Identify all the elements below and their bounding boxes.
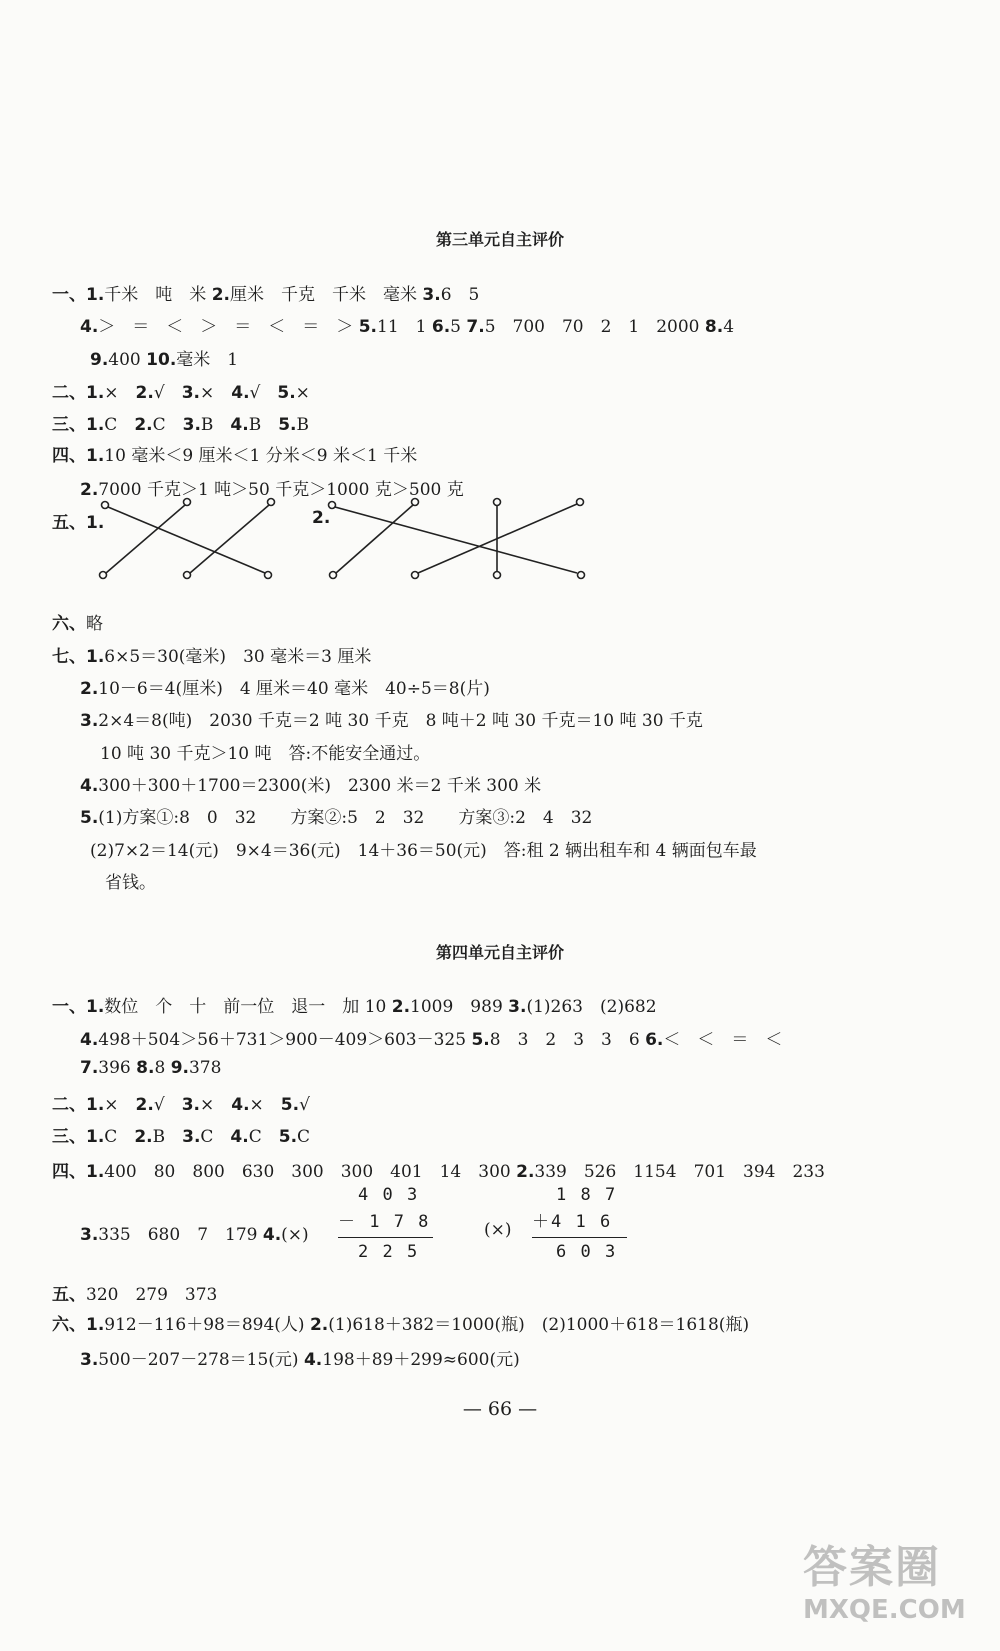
question-number: 2. [134, 415, 153, 435]
answer-text: √ [299, 1095, 310, 1115]
answer-text: 6×5＝30(毫米) 30 毫米＝3 厘米 [104, 647, 372, 667]
answer-text: × [104, 1095, 136, 1115]
answer-text: 4 [723, 317, 735, 337]
unit3-title: 第三单元自主评价 [435, 230, 564, 249]
match-line [336, 505, 413, 573]
answer-text: 6 5 [440, 285, 480, 305]
answer-text: √ [249, 383, 278, 403]
question-number: 4. [231, 383, 250, 403]
answer-text: ＞ ＝ ＜ ＞ ＝ ＜ ＝ ＞ [98, 317, 359, 337]
match-line [335, 507, 577, 573]
answer-line [52, 992, 657, 1017]
answer-text: ＜ ＜ ＝ ＜ [663, 1030, 783, 1050]
answer-text: B [296, 415, 310, 435]
question-number: 一、1. [52, 997, 105, 1017]
answer-line [52, 280, 479, 305]
question-number: 2. [135, 1095, 154, 1115]
match-dot [184, 499, 191, 506]
answer-line [80, 803, 592, 828]
match-dot [265, 572, 272, 579]
question-number: 六、 [52, 614, 86, 634]
question-number: 5. [278, 415, 297, 435]
match-line [106, 505, 185, 573]
answer-line [80, 1345, 520, 1370]
page-number: — 66 — [462, 1398, 538, 1420]
matching-diagram-1 [95, 490, 295, 590]
answer-text: 912－116＋98＝894(人) [104, 1315, 310, 1335]
answer-line [52, 1280, 217, 1305]
question-number: 二、1. [52, 1095, 105, 1115]
question-number: 5. [358, 317, 377, 337]
question-number: 8. [704, 317, 724, 337]
answer-line [52, 609, 103, 634]
answer-line [90, 345, 238, 370]
question-number: 9. [90, 350, 109, 370]
question-number: 4. [231, 1095, 250, 1115]
answer-line [90, 836, 757, 861]
unit4-title: 第四单元自主评价 [435, 943, 564, 962]
answer-text: 500－207－278＝15(元) [98, 1350, 304, 1370]
answer-text: 320 279 373 [86, 1285, 218, 1305]
question-number: 5. [278, 1127, 298, 1147]
answer-text: 5 [450, 317, 467, 337]
answer-text: √ [153, 1095, 182, 1115]
answer-text: × [104, 383, 136, 403]
question-number: 2. [312, 508, 331, 528]
answer-text: 10 毫米＜9 厘米＜1 分米＜9 米＜1 千米 [104, 446, 418, 466]
answer-line [80, 706, 703, 731]
question-number: 2. [391, 997, 411, 1017]
question-number: 3. [80, 1350, 99, 1370]
match-dot [268, 499, 275, 506]
question-number: 4. [303, 1350, 323, 1370]
question-number: 2. [135, 383, 154, 403]
match-dot [577, 499, 584, 506]
question-number: 4. [80, 317, 99, 337]
question-number: 五、1. [52, 513, 105, 533]
matching-diagram-2 [325, 490, 595, 590]
answer-text: B [248, 415, 279, 435]
answer-text: 10－6＝4(厘米) 4 厘米＝40 毫米 40÷5＝8(片) [98, 679, 490, 699]
match-dot [412, 572, 419, 579]
answer-line [52, 1122, 310, 1147]
question-number: 2. [80, 480, 99, 500]
answer-line [80, 1220, 309, 1245]
question-number: 2. [211, 285, 230, 305]
question-number: 七、1. [52, 647, 105, 667]
question-number: 2. [309, 1315, 329, 1335]
question-number: 7. [466, 317, 485, 337]
answer-text: (×) [281, 1225, 309, 1245]
question-number: 4. [80, 776, 99, 796]
answer-line [484, 1220, 512, 1240]
answer-text: 毫米 1 [176, 350, 239, 370]
answer-text: × [199, 1095, 232, 1115]
answer-text: (2)7×2＝14(元) 9×4＝36(元) 14＋36＝50(元) 答:租 2 辆出租车和 4 辆面包车最 [90, 841, 757, 861]
answer-text: 8 [154, 1058, 171, 1078]
answer-text: (1)方案①:8 0 32 方案②:5 2 32 方案③:2 4 32 [98, 808, 593, 828]
answer-text: 2×4＝8(吨) 2030 千克＝2 吨 30 千克 8 吨＋2 吨 30 千克＝10 吨 30 千克 [98, 711, 703, 731]
answer-text: 数位 个 十 前一位 退一 加 10 [104, 997, 392, 1017]
answer-text: (1)263 (2)682 [526, 997, 657, 1017]
answer-line [52, 1090, 310, 1115]
match-dot [494, 499, 501, 506]
answer-text: 7000 千克＞1 吨＞50 千克＞1000 克＞500 克 [98, 480, 464, 500]
answer-line [105, 868, 156, 893]
question-number: 四、1. [52, 446, 105, 466]
answer-text: × [295, 383, 310, 403]
question-number: 7. [80, 1058, 99, 1078]
question-number: 3. [508, 997, 527, 1017]
match-dot [102, 502, 109, 509]
question-number: 3. [422, 285, 441, 305]
calc-bottom: 2 2 5 [358, 1242, 420, 1262]
question-number: 3. [181, 1095, 200, 1115]
answer-text: 1009 989 [410, 997, 509, 1017]
answer-line [80, 1025, 782, 1050]
answer-text: 396 [98, 1058, 137, 1078]
answer-line [52, 1157, 825, 1182]
calc-mid: － 1 7 8 [338, 1212, 431, 1232]
question-number: 二、1. [52, 383, 105, 403]
answer-text: B [152, 1127, 183, 1147]
answer-line [52, 441, 417, 466]
question-number: 4. [80, 1030, 99, 1050]
answer-text: 厘米 千克 千米 毫米 [230, 285, 423, 305]
answer-text: 339 526 1154 701 394 233 [534, 1162, 825, 1182]
answer-line [52, 410, 309, 435]
question-number: 5. [471, 1030, 490, 1050]
question-number: 3. [181, 383, 200, 403]
match-dot [412, 499, 419, 506]
answer-line [80, 674, 490, 699]
answer-text: C [152, 415, 183, 435]
question-number: 3. [80, 711, 99, 731]
answer-text: 300＋300＋1700＝2300(米) 2300 米＝2 千米 300 米 [98, 776, 542, 796]
answer-text: C [104, 1127, 135, 1147]
match-dot [184, 572, 191, 579]
question-number: 2. [134, 1127, 153, 1147]
question-number: 3. [182, 1127, 201, 1147]
match-dot [494, 572, 501, 579]
answer-text: 198＋89＋299≈600(元) [322, 1350, 520, 1370]
question-number: 8. [136, 1058, 155, 1078]
question-number: 一、1. [52, 285, 105, 305]
answer-line [80, 312, 734, 337]
answer-line [100, 739, 430, 764]
question-number: 四、1. [52, 1162, 105, 1182]
answer-line [52, 1310, 749, 1335]
match-dot [329, 502, 336, 509]
question-number: 4. [262, 1225, 282, 1245]
answer-text: 5 700 70 2 1 2000 [484, 317, 705, 337]
answer-text: 千米 吨 米 [104, 285, 212, 305]
question-number: 三、1. [52, 415, 105, 435]
answer-text: 省钱。 [105, 873, 156, 893]
answer-text: C [200, 1127, 231, 1147]
question-number: 5. [80, 808, 99, 828]
calc-top: 1 8 7 [556, 1185, 618, 1205]
match-dot [100, 572, 107, 579]
vertical-addition [532, 1182, 627, 1266]
question-number: 六、1. [52, 1315, 105, 1335]
answer-text: 400 80 800 630 300 300 401 14 300 [104, 1162, 517, 1182]
match-dot [330, 572, 337, 579]
question-number: 2. [516, 1162, 535, 1182]
answer-text: 400 [108, 350, 147, 370]
answer-text: 498＋504＞56＋731＞900－409＞603－325 [98, 1030, 472, 1050]
answer-text: (×) [484, 1220, 512, 1240]
question-number: 4. [230, 415, 249, 435]
question-number: 4. [230, 1127, 249, 1147]
answer-line [80, 771, 541, 796]
watermark-logo: 答案圈 MXQE.COM [803, 1542, 966, 1625]
question-number: 5. [280, 1095, 300, 1115]
answer-text: 8 3 2 3 3 6 [489, 1030, 646, 1050]
answer-text: 11 1 [377, 317, 432, 337]
answer-line [52, 642, 371, 667]
answer-text: 10 吨 30 千克＞10 吨 答:不能安全通过。 [100, 744, 431, 764]
answer-text: √ [153, 383, 182, 403]
match-dot [578, 572, 585, 579]
answer-text: C [248, 1127, 279, 1147]
question-number: 10. [146, 350, 177, 370]
question-number: 9. [170, 1058, 189, 1078]
question-number: 3. [80, 1225, 99, 1245]
answer-text: B [200, 415, 231, 435]
answer-text: 378 [188, 1058, 222, 1078]
question-number: 6. [431, 317, 451, 337]
calc-mid: ＋4 1 6 [532, 1212, 613, 1232]
answer-text: × [199, 383, 232, 403]
answer-line [52, 378, 310, 403]
question-number: 2. [80, 679, 99, 699]
question-number: 五、 [52, 1285, 86, 1305]
answer-text: C [297, 1127, 311, 1147]
match-line [190, 505, 269, 573]
question-number: 5. [277, 383, 296, 403]
question-number: 6. [645, 1030, 664, 1050]
answer-text: 335 680 7 179 [98, 1225, 263, 1245]
question-number: 3. [182, 415, 201, 435]
answer-text: 略 [86, 614, 103, 634]
question-number: 三、1. [52, 1127, 105, 1147]
answer-line [80, 1058, 221, 1078]
answer-text: C [104, 415, 135, 435]
calc-top: 4 0 3 [358, 1185, 420, 1205]
match-line [108, 507, 265, 573]
answer-text: (1)618＋382＝1000(瓶) (2)1000＋618＝1618(瓶) [328, 1315, 750, 1335]
answer-text: × [249, 1095, 281, 1115]
vertical-subtraction [338, 1182, 433, 1266]
calc-bottom: 6 0 3 [556, 1242, 618, 1262]
